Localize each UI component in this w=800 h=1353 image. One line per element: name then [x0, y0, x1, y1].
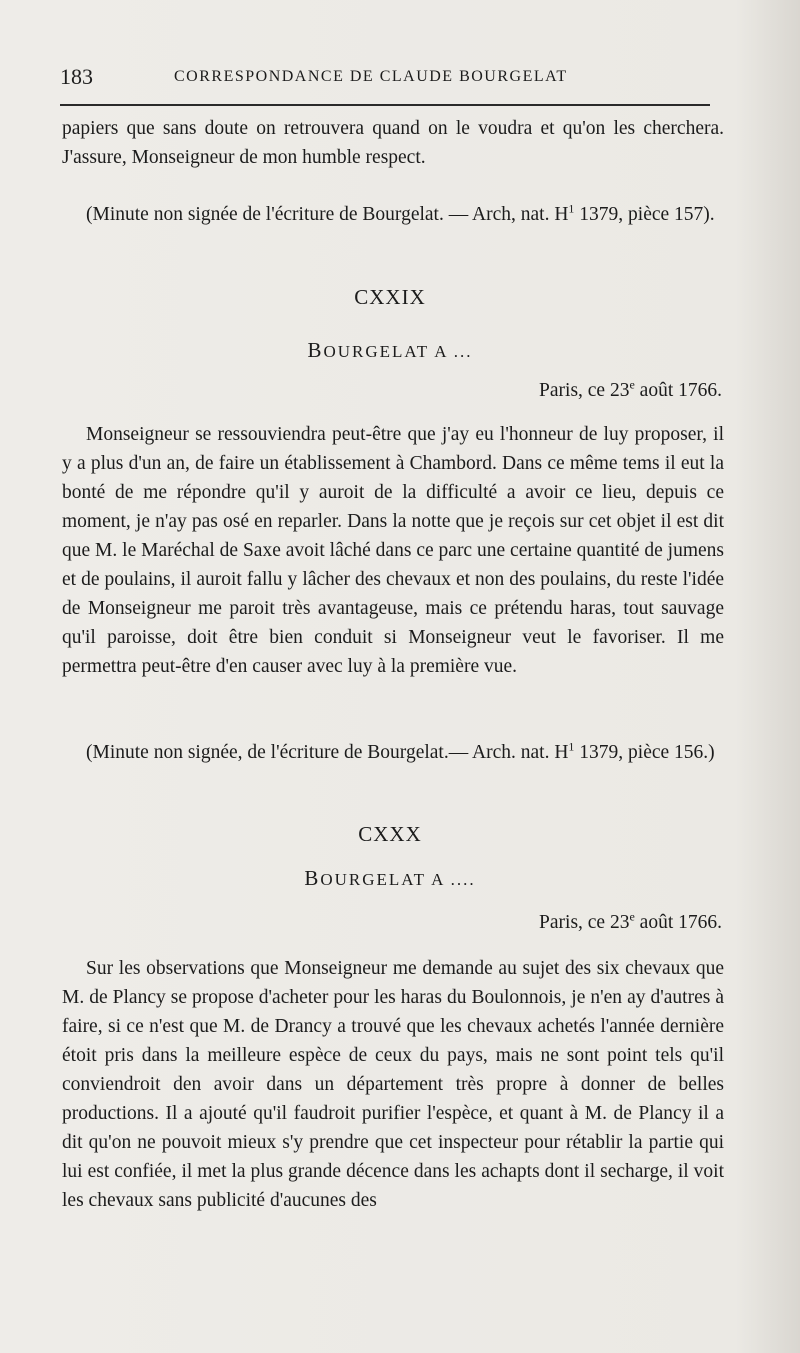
header-rule — [60, 104, 710, 106]
source-note-text: (Minute non signée de l'écriture de Bourgelat. — Arch, nat. H — [86, 204, 569, 225]
page-header — [60, 64, 710, 94]
addressee-initial: B — [304, 866, 321, 890]
letter-body-cxxx: Sur les observations que Monseigneur me demande au sujet des six chevaux que M. de Plancy se propose d'acheter pour les haras du Boulonnois, je n'en ay d'autres à faire, si ce n'est que M. de Drancy a trouvé que les chevaux achetés l'année dernière étoit pris dans la meilleure espèce de ceux du pays, mais ne sont point tels qu'il conviendroit den avoir dans un département très propre à donner de belles productions. Il a ajouté qu'il faudroit purifier l'espèce, et quant à M. de Plancy il a dit qu'on ne pouvoit mieux s'y prendre que cet inspecteur pour rétablir la partie qui lui est confiée, il met la plus grande décence dans les achapts dont il secharge, il voit les chevaux sans publicité d'aucunes des — [62, 958, 724, 1211]
letter-addressee-cxxix — [60, 338, 720, 363]
source-note-157 — [62, 200, 724, 229]
letter-numeral-cxxx: CXXX — [358, 822, 422, 846]
running-title: CORRESPONDANCE DE CLAUDE BOURGELAT — [174, 68, 568, 85]
date-prefix: Paris, ce 23 — [539, 912, 630, 933]
addressee-rest: OURGELAT A .... — [320, 870, 476, 889]
letter-date-cxxix — [539, 377, 722, 402]
letter-date-cxxx — [539, 909, 722, 934]
letter-numeral-cxxix: CXXIX — [354, 285, 426, 309]
addressee-initial: B — [307, 338, 324, 362]
letter-addressee-cxxx — [60, 866, 720, 891]
date-superscript: e — [629, 909, 635, 924]
continuation-paragraph: papiers que sans doute on retrouvera quand on le voudra et qu'on les cherchera. J'assure, Monseigneur de mon humble respect. — [62, 118, 724, 168]
source-note-text-end: 1379, pièce 156.) — [574, 742, 715, 763]
source-note-156 — [62, 738, 724, 767]
addressee-rest: OURGELAT A ... — [323, 342, 473, 361]
source-note-superscript: 1 — [568, 201, 575, 216]
date-suffix: août 1766. — [634, 912, 722, 933]
letter-body-cxxix: Monseigneur se ressouviendra peut-être que j'ay eu l'honneur de luy proposer, il y a plus d'un an, de faire un établissement à Chambord. Dans ce même tems il eut la bonté de me répondre qu'il y auroit de la difficulté a avoir ce lieu, depuis ce moment, je n'ay pas osé en reparler. Dans la notte que je reçois sur cet objet il est dit que M. le Maréchal de Saxe avoit lâché dans ce parc une certaine quantité de jumens et de poulains, il auroit fallu y lâcher des chevaux et non des poulains, du reste l'idée de Monseigneur me paroit très avantageuse, mais ce prétendu haras, tout sauvage qu'il paroisse, doit être bien conduit si Monseigneur veut le favoriser. Il me permettra peut-être d'en causer avec luy à la première vue. — [62, 424, 724, 677]
date-prefix: Paris, ce 23 — [539, 380, 630, 401]
date-suffix: août 1766. — [634, 380, 722, 401]
source-note-text: (Minute non signée, de l'écriture de Bourgelat.— Arch. nat. H — [86, 742, 569, 763]
date-superscript: e — [629, 377, 635, 392]
page-number: 183 — [60, 64, 93, 89]
source-note-superscript: 1 — [568, 739, 575, 754]
source-note-text-end: 1379, pièce 157). — [574, 204, 715, 225]
